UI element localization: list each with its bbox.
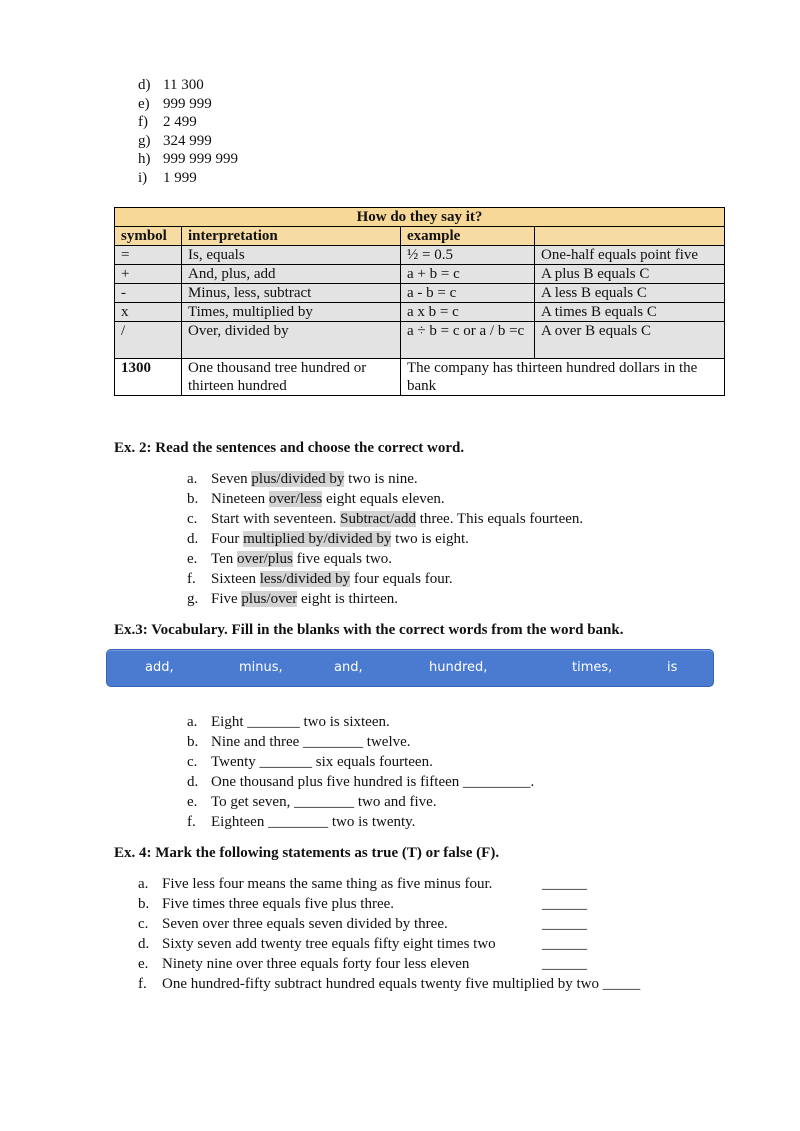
exercise-2-list bbox=[187, 469, 583, 609]
word-bank-item: and, bbox=[334, 660, 363, 675]
table-row bbox=[115, 322, 725, 359]
table-cell: Over, divided by bbox=[182, 322, 401, 359]
list-item: g) 324 999 bbox=[138, 132, 212, 149]
fill-in-sentence[interactable]: Nine and three ________ twelve. bbox=[211, 734, 411, 750]
word-choice[interactable]: less/divided by bbox=[259, 571, 351, 587]
answer-blank[interactable]: ______ bbox=[542, 956, 587, 972]
table-cell: a x b = c bbox=[401, 303, 535, 322]
list-item: e. To get seven, ________ two and five. bbox=[187, 794, 437, 810]
list-item: f. Eighteen ________ two is twenty. bbox=[187, 814, 416, 830]
list-item: h) 999 999 999 bbox=[138, 151, 238, 168]
exercise-3-list bbox=[187, 712, 534, 832]
list-item: c. Start with seventeen. Subtract/add three. This equals fourteen. bbox=[187, 511, 584, 527]
word-bank-item: times, bbox=[572, 660, 613, 675]
table-title: How do they say it? bbox=[115, 208, 725, 227]
column-header: example bbox=[401, 227, 535, 246]
table-cell: 1300 bbox=[115, 359, 182, 396]
word-choice[interactable]: plus/over bbox=[241, 591, 298, 607]
list-item: d. Four multiplied by/divided by two is eight. bbox=[187, 531, 469, 547]
exercise-3-title: Ex.3: Vocabulary. Fill in the blanks with the correct words from the word bank. bbox=[114, 622, 624, 638]
table-cell: + bbox=[115, 265, 182, 284]
table-cell: / bbox=[115, 322, 182, 359]
table-cell: a - b = c bbox=[401, 284, 535, 303]
list-item: e. Ten over/plus five equals two. bbox=[187, 551, 392, 567]
fill-in-sentence[interactable]: One thousand plus five hundred is fifteen _________. bbox=[211, 774, 535, 790]
exercise-2-title: Ex. 2: Read the sentences and choose the correct word. bbox=[114, 440, 465, 456]
list-item: f) 2 499 bbox=[138, 114, 197, 131]
table-cell: And, plus, add bbox=[182, 265, 401, 284]
list-item: a. Eight _______ two is sixteen. bbox=[187, 714, 390, 730]
table-row bbox=[115, 265, 725, 284]
fill-in-sentence[interactable]: To get seven, ________ two and five. bbox=[211, 794, 437, 810]
column-header bbox=[535, 227, 725, 246]
table-row bbox=[115, 303, 725, 322]
list-item: f. Sixteen less/divided by four equals four. bbox=[187, 571, 453, 587]
answer-blank[interactable]: ______ bbox=[542, 896, 587, 912]
table-cell: Minus, less, subtract bbox=[182, 284, 401, 303]
answer-blanks bbox=[542, 874, 587, 974]
word-choice[interactable]: over/less bbox=[268, 491, 323, 507]
answer-blank[interactable]: One hundred-fifty subtract hundred equals twenty five multiplied by two _____ bbox=[162, 976, 641, 992]
word-choice[interactable]: plus/divided by bbox=[251, 471, 345, 487]
list-item: e. Ninety nine over three equals forty four less eleven bbox=[138, 956, 470, 972]
fill-in-sentence[interactable]: Eight _______ two is sixteen. bbox=[211, 714, 390, 730]
list-item: b. Five times three equals five plus three. bbox=[138, 896, 395, 912]
table-cell: A over B equals C bbox=[535, 322, 725, 359]
list-item: d. One thousand plus five hundred is fifteen _________. bbox=[187, 774, 535, 790]
table-cell: - bbox=[115, 284, 182, 303]
list-item: b. Nineteen over/less eight equals eleven. bbox=[187, 491, 445, 507]
column-header: interpretation bbox=[182, 227, 401, 246]
list-item: i) 1 999 bbox=[138, 169, 197, 186]
answer-blank[interactable]: ______ bbox=[542, 876, 587, 892]
table-cell: The company has thirteen hundred dollars in the bank bbox=[401, 359, 725, 396]
table-header-row bbox=[115, 227, 725, 246]
table-cell: x bbox=[115, 303, 182, 322]
list-item: c. Seven over three equals seven divided by three. bbox=[138, 916, 448, 932]
answer-blank[interactable]: ______ bbox=[542, 916, 587, 932]
table-cell: a + b = c bbox=[401, 265, 535, 284]
table-cell: Is, equals bbox=[182, 246, 401, 265]
table-cell: A less B equals C bbox=[535, 284, 725, 303]
exercise-4-title: Ex. 4: Mark the following statements as true (T) or false (F). bbox=[114, 845, 500, 861]
list-item: d) 11 300 bbox=[138, 77, 204, 93]
answer-blank[interactable]: ______ bbox=[542, 936, 587, 952]
fill-in-sentence[interactable]: Twenty _______ six equals fourteen. bbox=[211, 754, 433, 770]
list-item: a. Seven plus/divided by two is nine. bbox=[187, 471, 418, 487]
list-item: e) 999 999 bbox=[138, 95, 212, 112]
word-choice[interactable]: Subtract/add bbox=[340, 511, 416, 527]
table-cell: = bbox=[115, 246, 182, 265]
word-bank-item: is bbox=[667, 660, 678, 675]
list-item: c. Twenty _______ six equals fourteen. bbox=[187, 754, 433, 770]
table-cell: A plus B equals C bbox=[535, 265, 725, 284]
word-choice[interactable]: over/plus bbox=[237, 551, 293, 567]
table-cell: A times B equals C bbox=[535, 303, 725, 322]
list-item: b. Nine and three ________ twelve. bbox=[187, 734, 411, 750]
number-list bbox=[138, 76, 238, 188]
word-bank bbox=[106, 649, 714, 687]
list-item: f. One hundred-fifty subtract hundred equals twenty five multiplied by two _____ bbox=[138, 976, 641, 992]
table-cell: Times, multiplied by bbox=[182, 303, 401, 322]
list-item: d. Sixty seven add twenty tree equals fifty eight times two bbox=[138, 936, 496, 952]
fill-in-sentence[interactable]: Eighteen ________ two is twenty. bbox=[211, 814, 416, 830]
math-symbols-table bbox=[114, 207, 725, 396]
list-item: g. Five plus/over eight is thirteen. bbox=[187, 591, 399, 607]
list-item: a. Five less four means the same thing as five minus four. bbox=[138, 876, 493, 892]
word-bank-item: minus, bbox=[239, 660, 283, 675]
table-cell: ½ = 0.5 bbox=[401, 246, 535, 265]
word-bank-item: add, bbox=[145, 660, 174, 675]
table-row bbox=[115, 246, 725, 265]
table-cell: a ÷ b = c or a / b =c bbox=[401, 322, 535, 359]
table-row bbox=[115, 284, 725, 303]
table-cell: One-half equals point five bbox=[535, 246, 725, 265]
column-header: symbol bbox=[115, 227, 182, 246]
table-cell: One thousand tree hundred or thirteen hundred bbox=[182, 359, 401, 396]
word-choice[interactable]: multiplied by/divided by bbox=[243, 531, 392, 547]
table-row bbox=[115, 359, 725, 396]
word-bank-item: hundred, bbox=[429, 660, 488, 675]
